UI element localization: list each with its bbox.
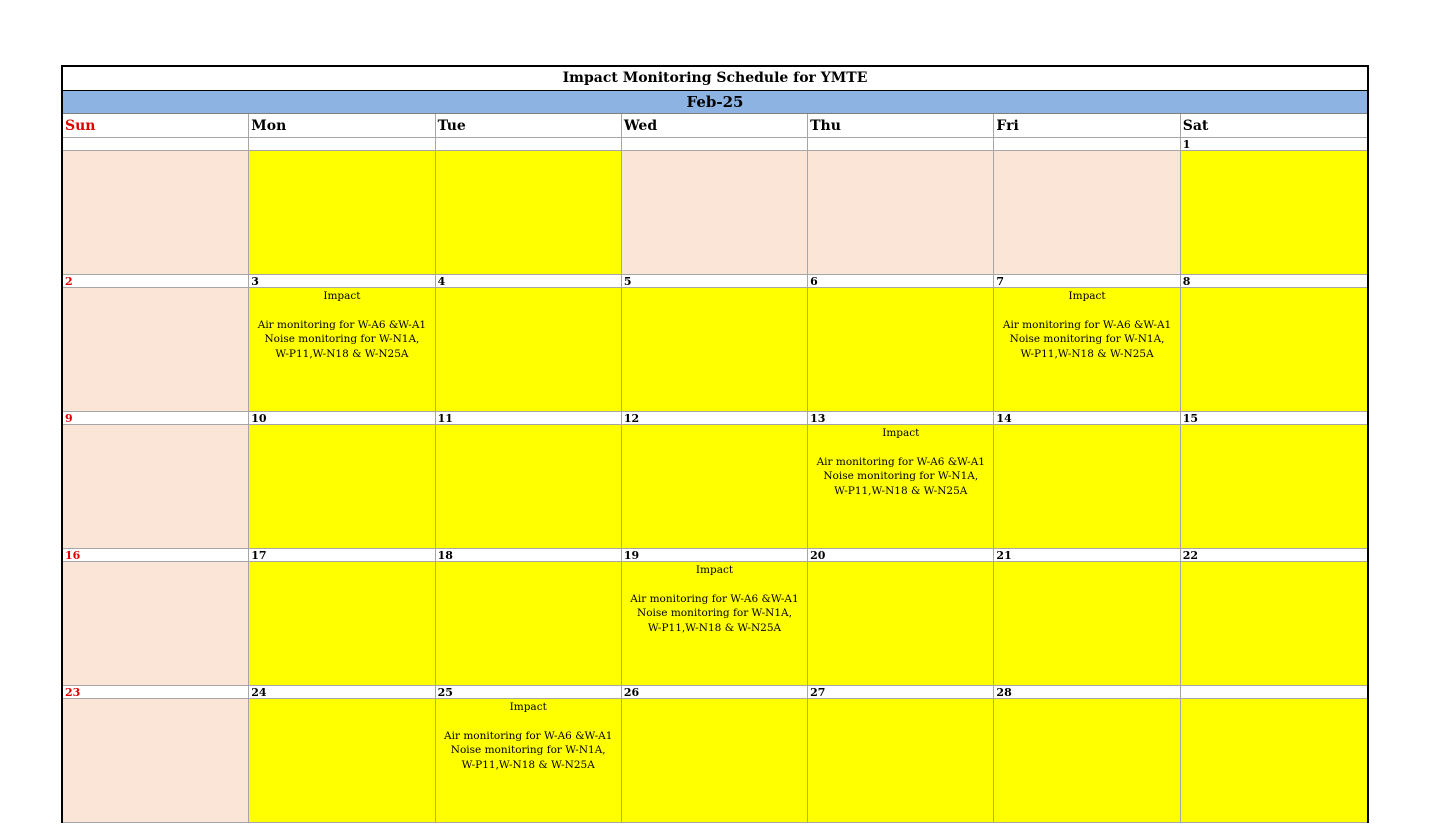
- day-number: 15: [1181, 412, 1367, 425]
- day-cell[interactable]: [808, 151, 994, 275]
- week-body-row: [63, 288, 1367, 412]
- day-cell[interactable]: [1181, 562, 1367, 686]
- calendar-weeks: [63, 138, 1367, 823]
- day-cell[interactable]: [436, 562, 622, 686]
- day-cell[interactable]: [249, 288, 435, 412]
- day-number: 7: [994, 275, 1180, 288]
- day-number: [436, 138, 622, 151]
- day-number: 25: [436, 686, 622, 699]
- day-cell[interactable]: [808, 425, 994, 549]
- day-number: 27: [808, 686, 994, 699]
- day-number: 11: [436, 412, 622, 425]
- week-date-row: [63, 686, 1367, 699]
- event-title: Impact: [882, 427, 920, 439]
- event-noise-line: Noise monitoring for W-N1A,: [264, 333, 420, 345]
- event-noise-points-line: W-P11,W-N18 & W-N25A: [834, 484, 968, 497]
- month-header: Feb-25: [63, 91, 1367, 114]
- weekday-header-row: [63, 114, 1367, 138]
- day-number: 3: [249, 275, 435, 288]
- day-number: 23: [63, 686, 249, 699]
- day-number: 28: [994, 686, 1180, 699]
- day-cell[interactable]: [622, 699, 808, 823]
- event-title: Impact: [1068, 290, 1106, 302]
- day-cell[interactable]: [63, 699, 249, 823]
- event-air-line: Air monitoring for W-A6 &W-A1: [444, 729, 613, 742]
- day-cell[interactable]: [249, 562, 435, 686]
- week-date-row: [63, 138, 1367, 151]
- day-cell[interactable]: [436, 425, 622, 549]
- day-number: 5: [622, 275, 808, 288]
- week-body-row: [63, 562, 1367, 686]
- week-date-row: [63, 275, 1367, 288]
- day-number: 6: [808, 275, 994, 288]
- week-date-row: [63, 549, 1367, 562]
- day-number: 17: [249, 549, 435, 562]
- day-cell[interactable]: [1181, 699, 1367, 823]
- day-cell[interactable]: [436, 151, 622, 275]
- day-number: 9: [63, 412, 249, 425]
- day-cell[interactable]: [63, 425, 249, 549]
- week-body-row: [63, 151, 1367, 275]
- day-number: 8: [1181, 275, 1367, 288]
- event-noise-line: Noise monitoring for W-N1A,: [450, 744, 606, 756]
- day-cell[interactable]: [808, 699, 994, 823]
- weekday-sun: Sun: [63, 114, 249, 138]
- day-cell[interactable]: [63, 288, 249, 412]
- event-noise-points-line: W-P11,W-N18 & W-N25A: [1020, 347, 1154, 360]
- day-cell[interactable]: [622, 425, 808, 549]
- day-cell[interactable]: [63, 151, 249, 275]
- day-number: 22: [1181, 549, 1367, 562]
- day-number: 4: [436, 275, 622, 288]
- calendar-sheet: [61, 65, 1369, 823]
- day-number: [622, 138, 808, 151]
- day-number: 19: [622, 549, 808, 562]
- week-body-row: [63, 425, 1367, 549]
- day-number: [994, 138, 1180, 151]
- day-number: 21: [994, 549, 1180, 562]
- event-air-line: Air monitoring for W-A6 &W-A1: [816, 455, 985, 468]
- page-title: Impact Monitoring Schedule for YMTE: [63, 67, 1367, 91]
- day-cell[interactable]: [994, 288, 1180, 412]
- day-number: 18: [436, 549, 622, 562]
- day-number: 2: [63, 275, 249, 288]
- day-number: 26: [622, 686, 808, 699]
- event-noise-line: Noise monitoring for W-N1A,: [637, 607, 792, 619]
- event-air-line: Air monitoring for W-A6 &W-A1: [257, 318, 427, 331]
- day-cell[interactable]: [808, 288, 994, 412]
- day-number: 12: [622, 412, 808, 425]
- event-title: Impact: [695, 564, 734, 576]
- weekday-fri: Fri: [994, 114, 1180, 138]
- day-number: 16: [63, 549, 249, 562]
- day-cell[interactable]: [249, 151, 435, 275]
- day-cell[interactable]: [622, 151, 808, 275]
- event-title: Impact: [509, 701, 547, 713]
- day-cell[interactable]: [808, 562, 994, 686]
- event-noise-points-line: W-P11,W-N18 & W-N25A: [647, 621, 782, 634]
- weekday-sat: Sat: [1181, 114, 1367, 138]
- weekday-thu: Thu: [808, 114, 994, 138]
- day-number: 20: [808, 549, 994, 562]
- day-cell[interactable]: [249, 699, 435, 823]
- weekday-tue: Tue: [436, 114, 622, 138]
- day-cell[interactable]: [994, 425, 1180, 549]
- weekday-wed: Wed: [622, 114, 808, 138]
- day-cell[interactable]: [436, 288, 622, 412]
- event-noise-points-line: W-P11,W-N18 & W-N25A: [461, 758, 595, 771]
- day-cell[interactable]: [1181, 288, 1367, 412]
- day-cell[interactable]: [622, 562, 808, 686]
- day-cell[interactable]: [622, 288, 808, 412]
- day-cell[interactable]: [436, 699, 622, 823]
- event-noise-line: Noise monitoring for W-N1A,: [823, 470, 979, 482]
- day-number: 14: [994, 412, 1180, 425]
- day-number: [808, 138, 994, 151]
- event-noise-line: Noise monitoring for W-N1A,: [1009, 333, 1165, 345]
- week-body-row: [63, 699, 1367, 823]
- day-cell[interactable]: [994, 699, 1180, 823]
- event-noise-points-line: W-P11,W-N18 & W-N25A: [275, 347, 409, 360]
- day-number: [249, 138, 435, 151]
- event-air-line: Air monitoring for W-A6 &W-A1: [1002, 318, 1172, 331]
- event-air-line: Air monitoring for W-A6 &W-A1: [630, 592, 799, 605]
- day-cell[interactable]: [63, 562, 249, 686]
- day-cell[interactable]: [994, 151, 1180, 275]
- day-number: 1: [1181, 138, 1367, 151]
- day-number: [63, 138, 249, 151]
- day-cell[interactable]: [249, 425, 435, 549]
- day-number: 13: [808, 412, 994, 425]
- day-cell[interactable]: [1181, 425, 1367, 549]
- week-date-row: [63, 412, 1367, 425]
- event-title: Impact: [323, 290, 361, 302]
- day-cell[interactable]: [1181, 151, 1367, 275]
- day-number: 24: [249, 686, 435, 699]
- weekday-mon: Mon: [249, 114, 435, 138]
- day-number: 10: [249, 412, 435, 425]
- day-cell[interactable]: [994, 562, 1180, 686]
- day-number: [1181, 686, 1367, 699]
